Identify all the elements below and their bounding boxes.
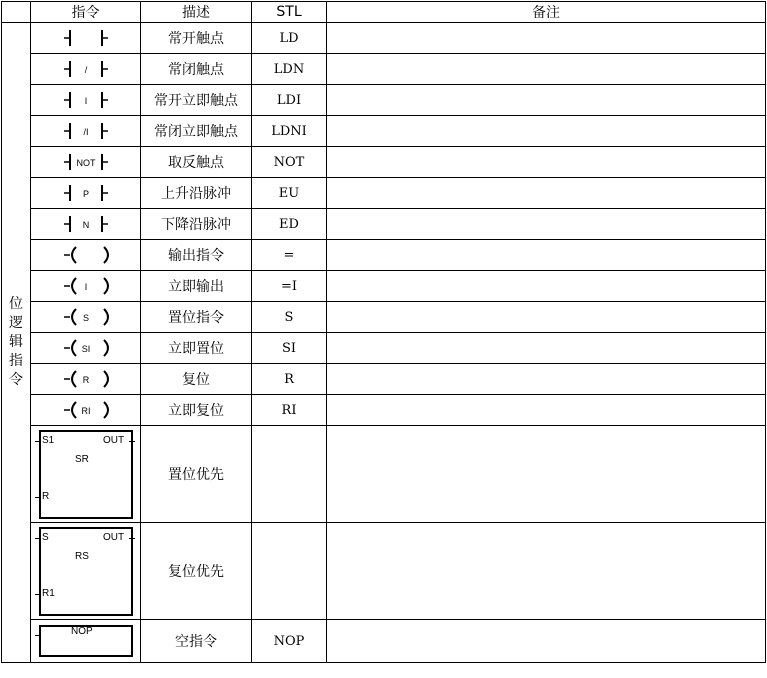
note-cell <box>327 116 766 147</box>
description-cell: 常开立即触点 <box>141 85 252 116</box>
instruction-symbol-cell <box>31 178 141 209</box>
coil-reset-icon <box>46 369 126 389</box>
description-cell: 常开触点 <box>141 23 252 54</box>
table-row <box>2 178 766 209</box>
instruction-symbol-cell <box>31 302 141 333</box>
coil-reset-immediate-icon <box>46 400 126 420</box>
note-cell <box>327 620 766 663</box>
function-block-icon <box>35 428 135 520</box>
contact-no-icon <box>46 28 126 48</box>
description-cell: 立即复位 <box>141 395 252 426</box>
stl-cell: RI <box>252 395 327 426</box>
description-cell: 复位 <box>141 364 252 395</box>
description-cell: 置位指令 <box>141 302 252 333</box>
instruction-symbol-cell <box>31 333 141 364</box>
description-cell: 常闭立即触点 <box>141 116 252 147</box>
symbol-label: P <box>82 189 89 199</box>
table-row <box>2 302 766 333</box>
note-cell <box>327 240 766 271</box>
coil-set-immediate-icon <box>46 338 126 358</box>
instruction-symbol-cell <box>31 147 141 178</box>
stl-cell: NOT <box>252 147 327 178</box>
stl-cell: LDNI <box>252 116 327 147</box>
note-cell <box>327 271 766 302</box>
note-cell <box>327 395 766 426</box>
instruction-symbol-cell <box>31 209 141 240</box>
instruction-symbol-cell <box>31 395 141 426</box>
note-cell <box>327 302 766 333</box>
stl-cell: = <box>252 240 327 271</box>
description-cell: 输出指令 <box>141 240 252 271</box>
note-cell <box>327 54 766 85</box>
stl-cell: ED <box>252 209 327 240</box>
stl-cell <box>252 426 327 523</box>
block-output: OUT <box>103 532 125 543</box>
instruction-symbol-cell <box>31 271 141 302</box>
stl-cell: NOP <box>252 620 327 663</box>
description-cell: 下降沿脉冲 <box>141 209 252 240</box>
header-stl: STL <box>252 2 327 23</box>
description-cell: 上升沿脉冲 <box>141 178 252 209</box>
note-cell <box>327 333 766 364</box>
header-note: 备注 <box>327 2 766 23</box>
block-input-top: S1 <box>42 435 55 446</box>
note-cell <box>327 85 766 116</box>
instruction-symbol-cell <box>31 54 141 85</box>
note-cell <box>327 523 766 620</box>
stl-cell: EU <box>252 178 327 209</box>
table-row <box>2 395 766 426</box>
table-row <box>2 271 766 302</box>
instruction-symbol-cell <box>31 23 141 54</box>
block-input-bottom: R1 <box>42 588 55 599</box>
description-cell: 空指令 <box>141 620 252 663</box>
note-cell <box>327 209 766 240</box>
contact-not-icon <box>46 152 126 172</box>
coil-output-icon <box>46 245 126 265</box>
table-row <box>2 364 766 395</box>
instruction-symbol-cell <box>31 85 141 116</box>
description-cell: 取反触点 <box>141 147 252 178</box>
stl-cell: S <box>252 302 327 333</box>
description-cell: 立即置位 <box>141 333 252 364</box>
block-name: SR <box>75 454 89 465</box>
nop-block-cell <box>31 620 141 663</box>
note-cell <box>327 426 766 523</box>
function-block-cell <box>31 523 141 620</box>
instruction-symbol-cell <box>31 364 141 395</box>
symbol-label: N <box>82 220 89 230</box>
stl-cell <box>252 523 327 620</box>
block-output: OUT <box>103 435 125 446</box>
instruction-symbol-cell <box>31 116 141 147</box>
table-row <box>2 209 766 240</box>
block-input-top: S <box>42 532 49 543</box>
note-cell <box>327 364 766 395</box>
contact-negative-edge-icon <box>46 214 126 234</box>
contact-nc-immediate-icon <box>46 121 126 141</box>
stl-cell: LDN <box>252 54 327 85</box>
header-blank <box>2 2 31 23</box>
symbol-label: NOT <box>76 158 95 168</box>
table-row <box>2 523 766 620</box>
symbol-label: RI <box>81 406 90 416</box>
stl-cell: =I <box>252 271 327 302</box>
coil-set-icon <box>46 307 126 327</box>
table-row <box>2 54 766 85</box>
nop-label: NOP <box>71 626 93 637</box>
instruction-symbol-cell <box>31 240 141 271</box>
category-cell <box>2 23 31 663</box>
note-cell <box>327 147 766 178</box>
symbol-label: R <box>82 375 89 385</box>
table-row <box>2 333 766 364</box>
stl-cell: LDI <box>252 85 327 116</box>
table-row <box>2 426 766 523</box>
block-name: RS <box>75 551 89 562</box>
description-cell: 复位优先 <box>141 523 252 620</box>
category-label: 位逻辑指令 <box>9 296 23 388</box>
function-block-icon <box>35 525 135 617</box>
stl-cell: R <box>252 364 327 395</box>
note-cell <box>327 178 766 209</box>
table-row <box>2 147 766 178</box>
function-block-cell <box>31 426 141 523</box>
instruction-table <box>1 1 766 663</box>
symbol-label: / <box>84 65 87 75</box>
stl-cell: LD <box>252 23 327 54</box>
stl-cell: SI <box>252 333 327 364</box>
nop-block-icon <box>35 623 135 659</box>
symbol-label: I <box>84 282 87 292</box>
description-cell: 立即输出 <box>141 271 252 302</box>
note-cell <box>327 23 766 54</box>
description-cell: 常闭触点 <box>141 54 252 85</box>
symbol-label: S <box>82 313 89 323</box>
contact-nc-icon <box>46 59 126 79</box>
symbol-label: SI <box>81 344 90 354</box>
header-row <box>2 2 766 23</box>
description-cell: 置位优先 <box>141 426 252 523</box>
table-row <box>2 620 766 663</box>
block-input-bottom: R <box>42 491 50 502</box>
table-row <box>2 85 766 116</box>
table-row <box>2 116 766 147</box>
symbol-label: I <box>84 96 87 106</box>
table-row <box>2 240 766 271</box>
symbol-label: /I <box>82 127 89 137</box>
coil-immediate-icon <box>46 276 126 296</box>
header-instruction: 指令 <box>31 2 141 23</box>
table-row <box>2 23 766 54</box>
contact-positive-edge-icon <box>46 183 126 203</box>
contact-immediate-icon <box>46 90 126 110</box>
header-description: 描述 <box>141 2 252 23</box>
